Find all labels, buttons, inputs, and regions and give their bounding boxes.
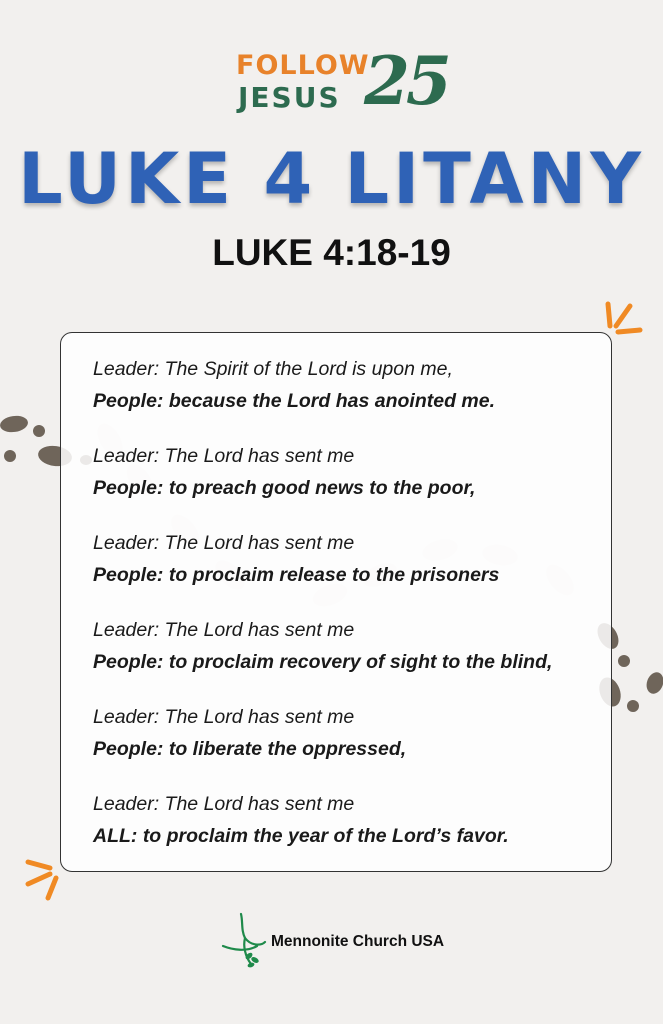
people-line: People: because the Lord has anointed me. <box>93 390 496 412</box>
litany-stanza <box>93 440 603 504</box>
scripture-reference: LUKE 4:18-19 <box>212 232 451 273</box>
litany-stanza <box>93 701 603 765</box>
people-line: People: to proclaim recovery of sight to the blind, <box>93 651 553 673</box>
people-line: People: to preach good news to the poor, <box>93 477 476 499</box>
mennonite-church-usa-logo <box>221 912 451 972</box>
dove-icon <box>221 912 269 970</box>
logo-follow-text: FOLLOW <box>236 50 370 81</box>
leader-line: Leader: The Lord has sent me <box>93 532 355 554</box>
litany-card <box>60 332 612 872</box>
leader-line: Leader: The Lord has sent me <box>93 445 355 467</box>
litany-stanza <box>93 788 603 852</box>
page-title: LUKE 4 LITANY <box>18 138 645 220</box>
organization-name: Mennonite Church USA <box>271 933 445 950</box>
people-line: People: to liberate the oppressed, <box>93 738 407 760</box>
leader-line: Leader: The Lord has sent me <box>93 793 355 815</box>
all-line: ALL: to proclaim the year of the Lord’s favor. <box>93 825 509 847</box>
litany-stanza <box>93 614 603 678</box>
logo-number: 25 <box>364 42 448 120</box>
litany-stanza <box>93 353 603 417</box>
people-line: People: to proclaim release to the prisoners <box>93 564 500 586</box>
leader-line: Leader: The Lord has sent me <box>93 706 355 728</box>
leader-line: Leader: The Lord has sent me <box>93 619 355 641</box>
logo-jesus-text: JESUS <box>238 81 341 114</box>
follow-jesus-25-logo <box>236 42 448 122</box>
leader-line: Leader: The Spirit of the Lord is upon me, <box>93 358 453 380</box>
litany-stanza <box>93 527 603 591</box>
